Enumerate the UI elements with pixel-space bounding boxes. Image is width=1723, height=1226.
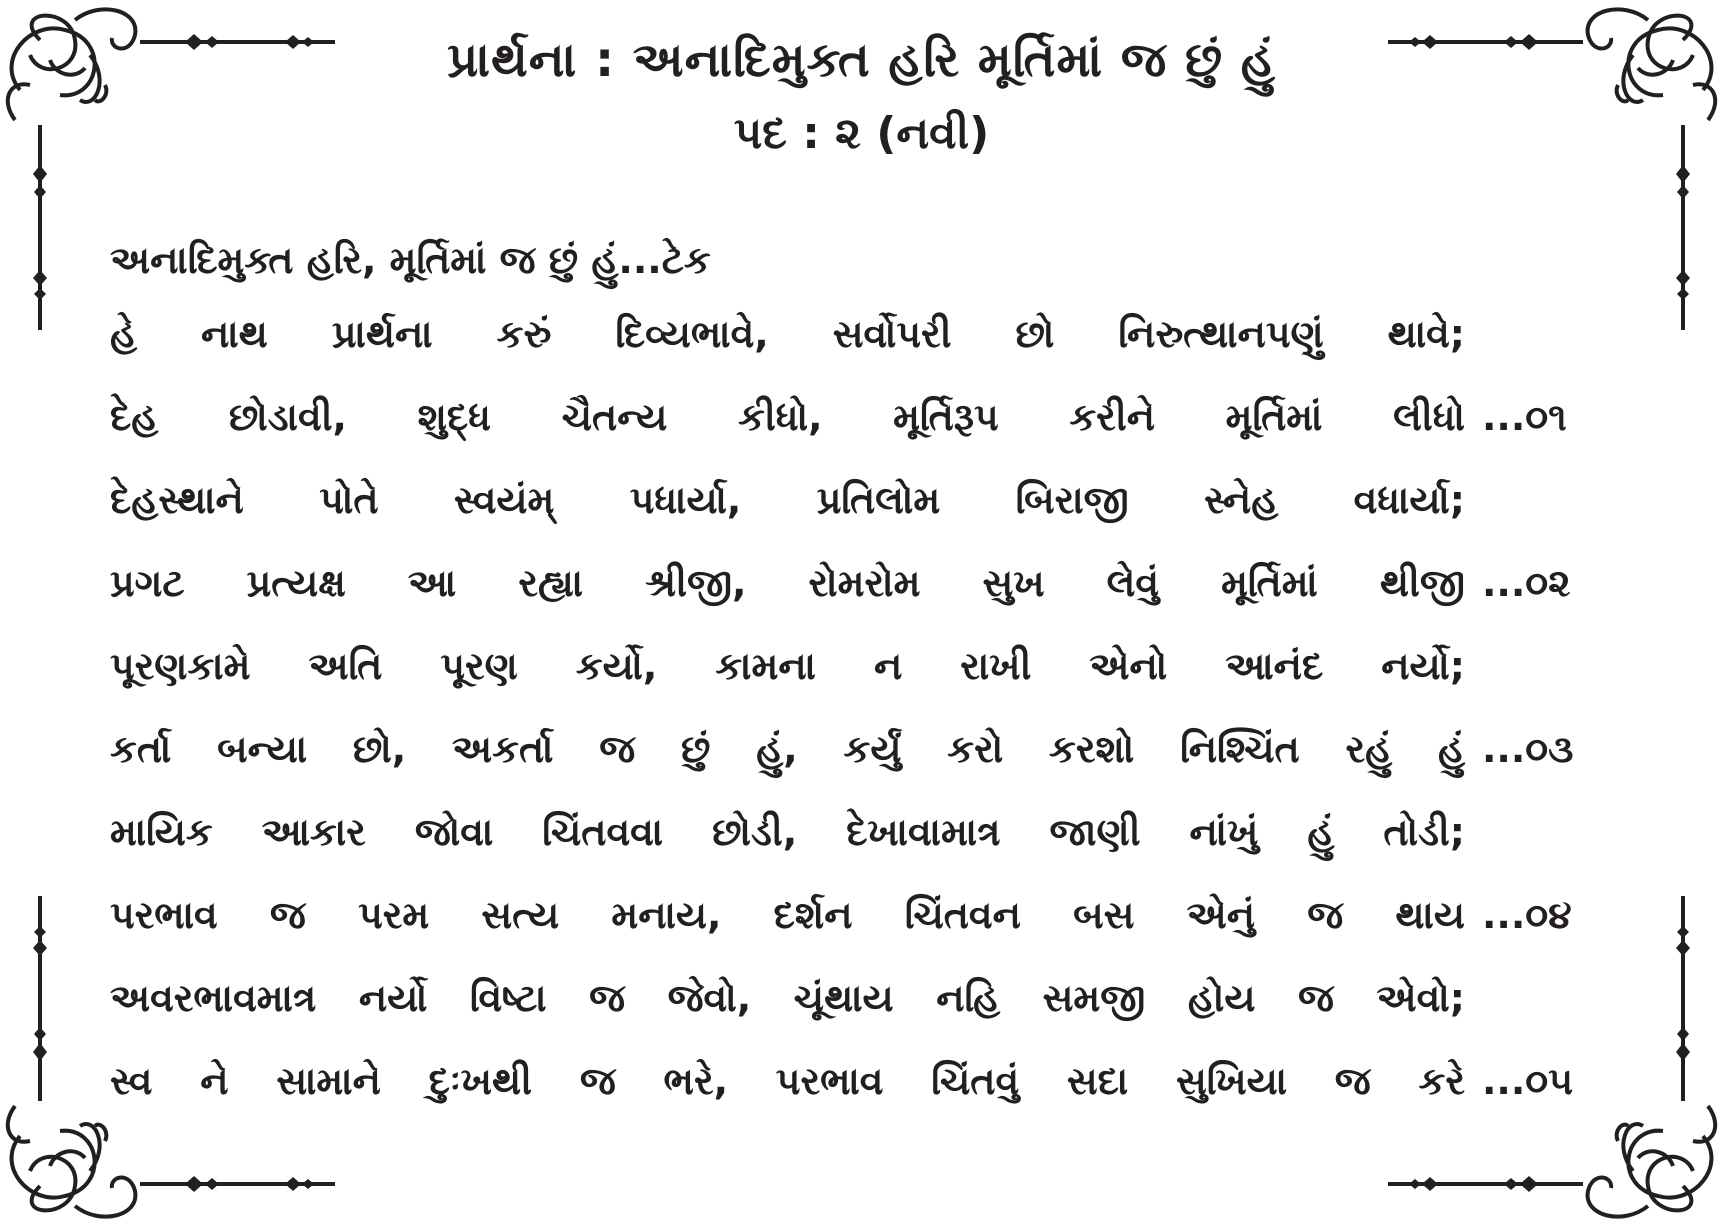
verse-number: ...૦૪ bbox=[1482, 893, 1572, 937]
verse-line bbox=[110, 1053, 1590, 1136]
verse-text: સ્વ ને સામાને દુઃખથી જ ભરે, પરભાવ ચિંતવું સદા સુખિયા જ કરે bbox=[110, 1059, 1465, 1103]
verse-text: માયિક આકાર જોવા ચિંતવવા છોડી, દેખાવામાત્ર જાણી નાંખું હું તોડી; bbox=[110, 810, 1465, 854]
verse-text: પ્રગટ પ્રત્યક્ષ આ રહ્યા શ્રીજી, રોમરોમ સુખ લેવું મૂર્તિમાં થીજી bbox=[110, 561, 1465, 605]
verse-line bbox=[110, 306, 1590, 389]
verse-text: હે નાથ પ્રાર્થના કરું દિવ્યભાવે, સર્વોપરી છો નિરુત્થાનપણું થાવે; bbox=[110, 312, 1465, 356]
verse-text: અવરભાવમાત્ર નર્યો વિષ્ટા જ જેવો, ચૂંથાય નહિ સમજી હોય જ એવો; bbox=[110, 976, 1465, 1020]
verse-line bbox=[110, 638, 1590, 721]
verse-line bbox=[110, 555, 1590, 638]
verse-number: ...૦૨ bbox=[1482, 561, 1571, 605]
verse-number: ...૦૩ bbox=[1482, 727, 1574, 771]
verse-list bbox=[110, 306, 1590, 1136]
verse-line bbox=[110, 804, 1590, 887]
page-subtitle: પદ : ૨ (નવી) bbox=[733, 108, 990, 159]
verse-text: પરભાવ જ પરમ સત્ય મનાય, દર્શન ચિંતવન બસ એનું જ થાય bbox=[110, 893, 1465, 937]
verse-number: ...૦૧ bbox=[1482, 395, 1567, 439]
page-title: પ્રાર્થના : અનાદિમુક્ત હરિ મૂર્તિમાં જ છું હું bbox=[447, 32, 1276, 88]
verse-text: કર્તા બન્યા છો, અકર્તા જ છું હું, કર્યું કરો કરશો નિશ્ચિંત રહું હું bbox=[110, 727, 1465, 771]
refrain-line: અનાદિમુક્ત હરિ, મૂર્તિમાં જ છું હું...ટેક bbox=[110, 238, 711, 282]
verse-text: દેહ છોડાવી, શુદ્ધ ચૈતન્ય કીધો, મૂર્તિરૂપ કરીને મૂર્તિમાં લીધો bbox=[110, 395, 1465, 439]
verse-line bbox=[110, 887, 1590, 970]
verse-line bbox=[110, 389, 1590, 472]
verse-text: પૂરણકામે અતિ પૂરણ કર્યો, કામના ન રાખી એનો આનંદ નર્યો; bbox=[110, 644, 1465, 688]
verse-line bbox=[110, 721, 1590, 804]
verse-line bbox=[110, 472, 1590, 555]
verse-line bbox=[110, 970, 1590, 1053]
verse-number: ...૦૫ bbox=[1482, 1059, 1574, 1103]
verse-text: દેહસ્થાને પોતે સ્વયંમ્ પધાર્યા, પ્રતિલોમ બિરાજી સ્નેહ વધાર્યા; bbox=[110, 478, 1465, 522]
